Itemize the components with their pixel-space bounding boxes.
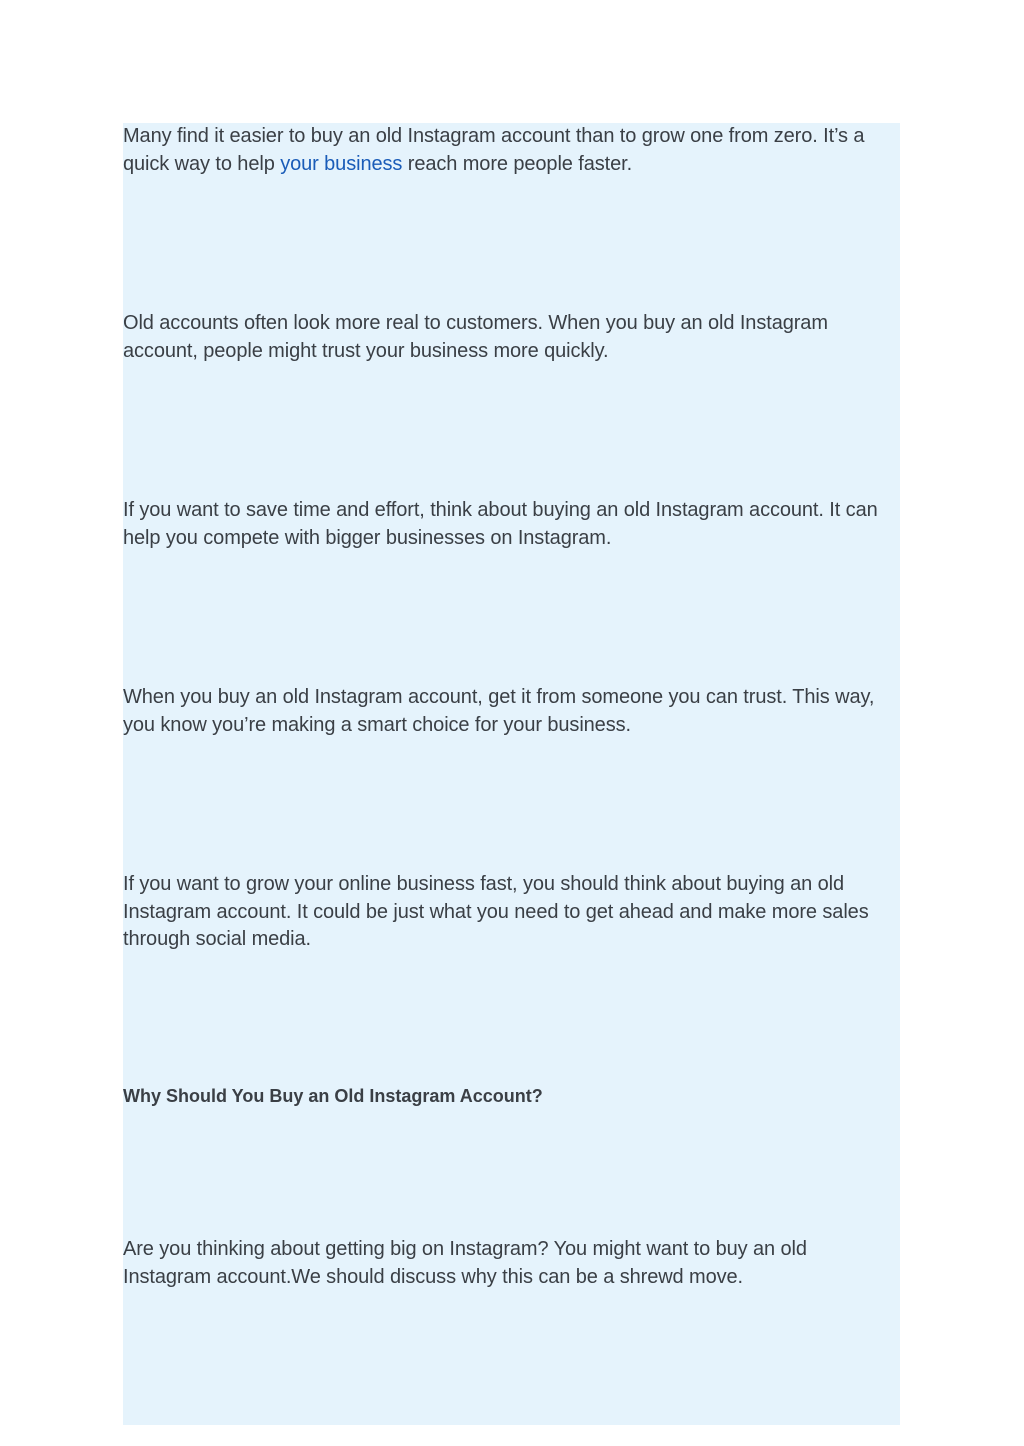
paragraph-old-accounts: Old accounts often look more real to customers. When you buy an old Instagram account, people might trust your business more quickly. [123,312,828,362]
paragraph-save-time: If you want to save time and effort, think about buying an old Instagram account. It can help you compete with bigger businesses on Instagram. [123,499,878,549]
paragraph-trust-seller: When you buy an old Instagram account, get it from someone you can trust. This way, you know you’re making a smart choice for your business. [123,686,875,736]
paragraph-getting-big: Are you thinking about getting big on Instagram? You might want to buy an old Instagram account.We should discuss why this can be a shrewd move. [123,1238,807,1288]
paragraph-intro-text: Many find it easier to buy an old Instagram account than to grow one from zero. It’s a quick way to help [123,125,865,175]
section-heading: Why Should You Buy an Old Instagram Account? [123,1086,543,1106]
paragraph-grow-fast: If you want to grow your online business fast, you should think about buying an old Instagram account. It could be just what you need to get ahead and make more sales through social media. [123,873,869,950]
your-business-link[interactable]: your business [280,152,403,175]
content-block [123,123,900,1425]
paragraph-intro [123,123,900,178]
paragraph-intro-tail: reach more people faster. [402,152,633,175]
